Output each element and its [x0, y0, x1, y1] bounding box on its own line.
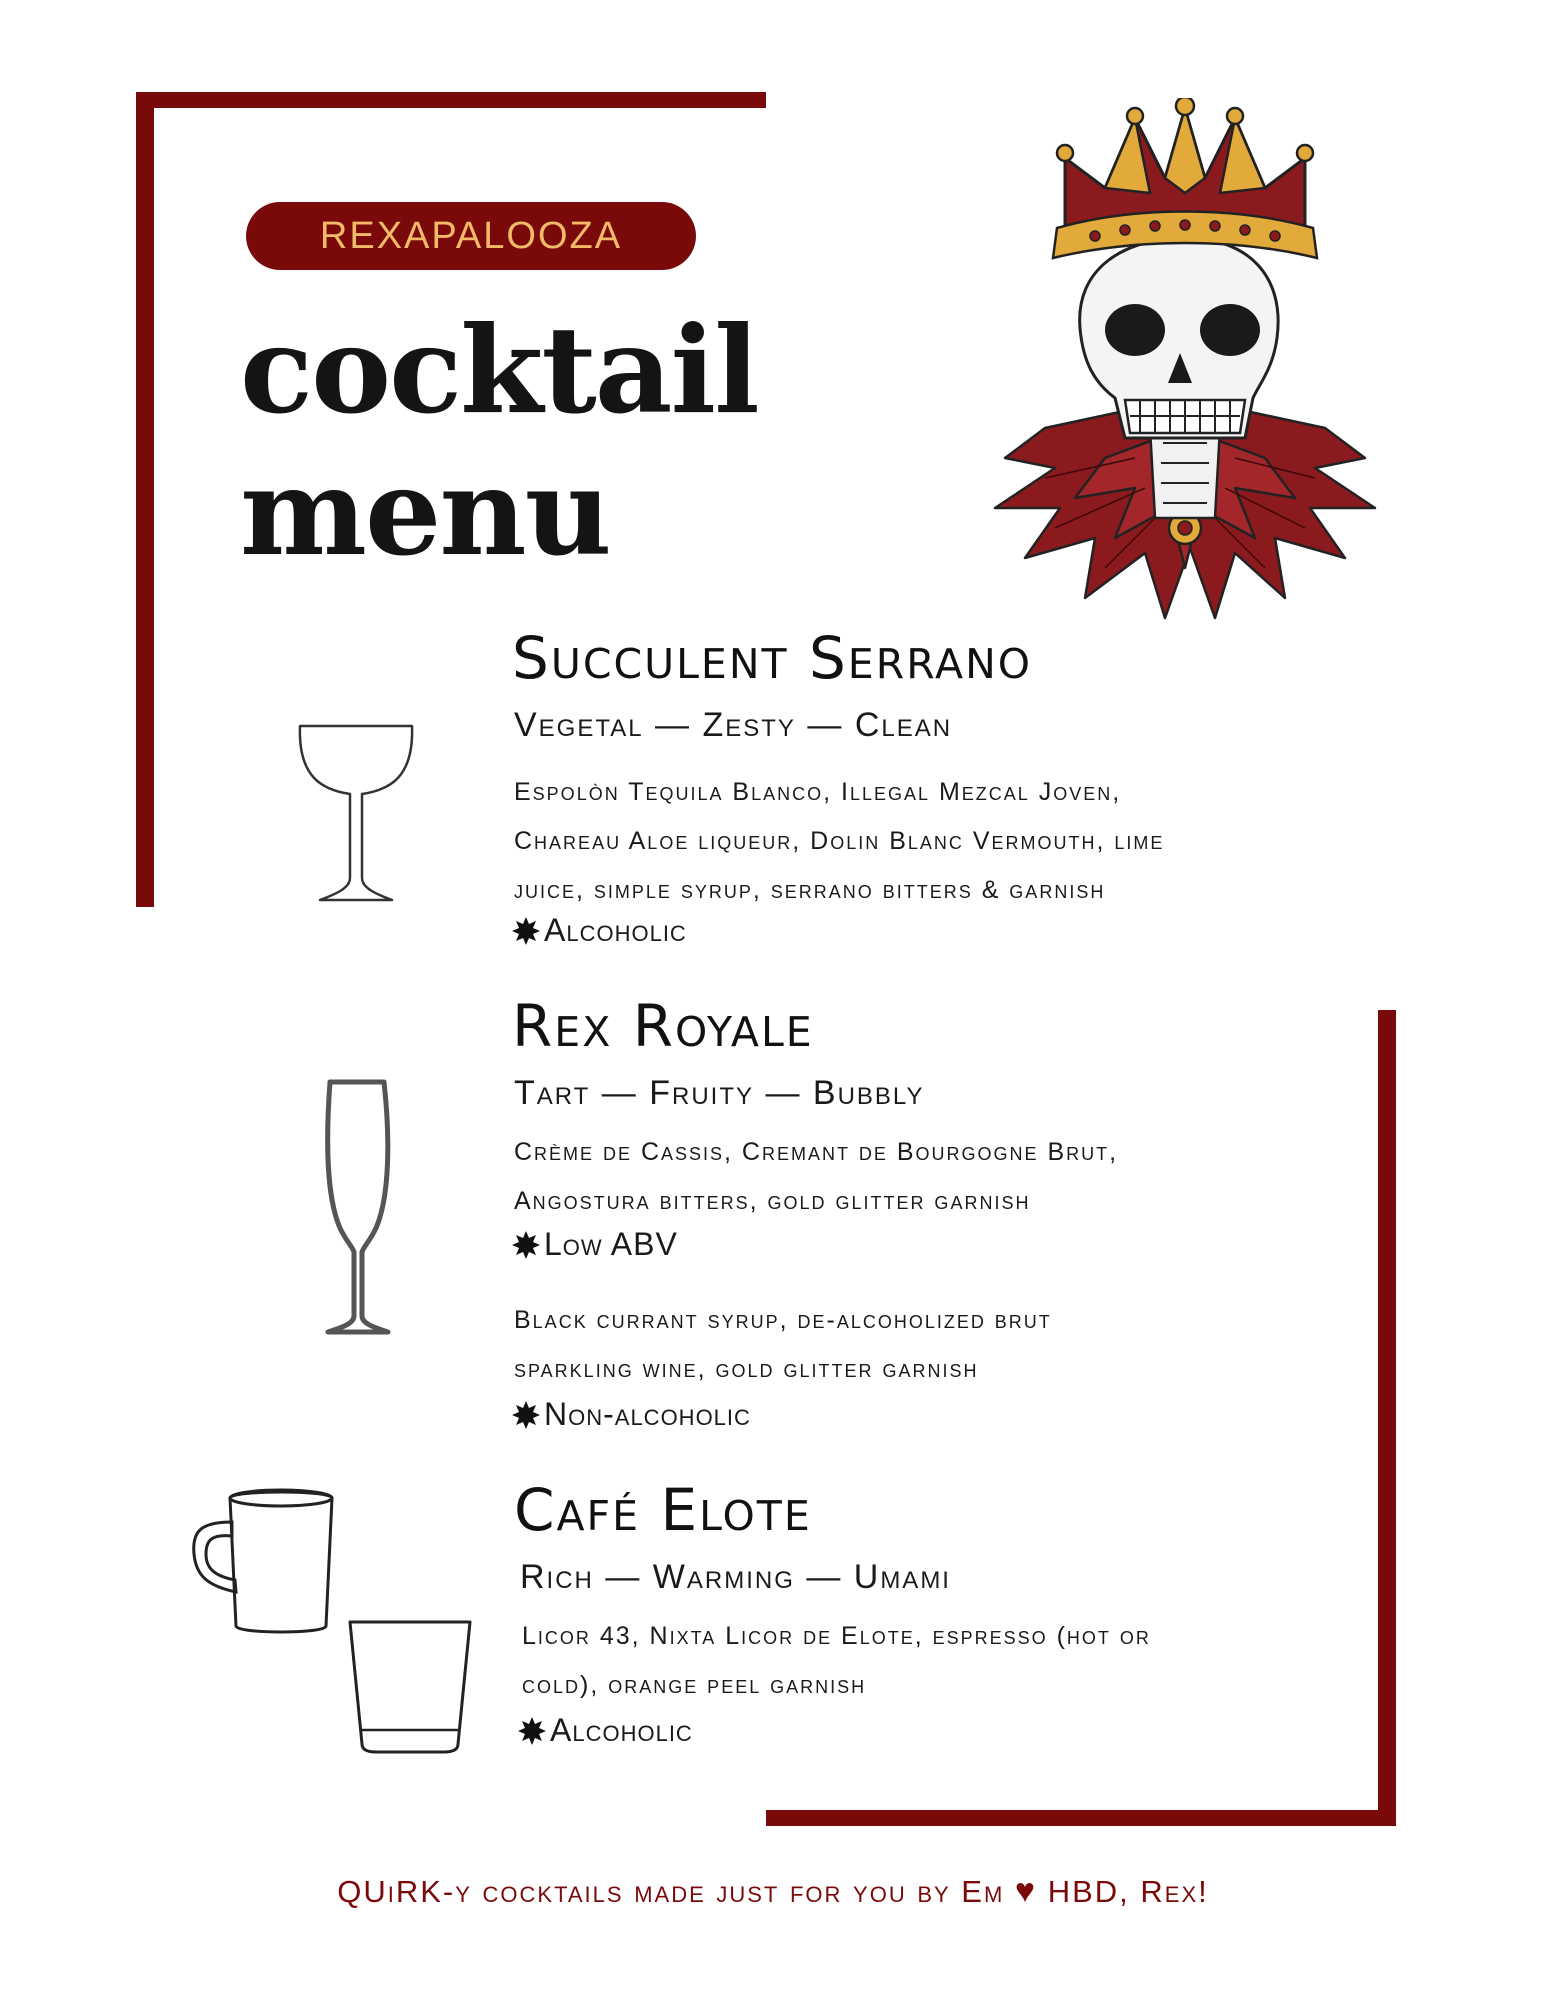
title-line-1: cocktail: [240, 300, 758, 441]
starburst-bullet-icon: [512, 917, 540, 945]
crowned-skull-illustration: [985, 98, 1385, 628]
ingredient-line: Espolòn Tequila Blanco, Illegal Mezcal Joven,: [514, 778, 1122, 806]
ingredient-line: Angostura bitters, gold glitter garnish: [514, 1187, 1031, 1215]
starburst-bullet-icon: [512, 1231, 540, 1259]
ingredient-line: juice, simple syrup, serrano bitters & garnish: [514, 876, 1106, 904]
ingredient-line: Crème de Cassis, Cremant de Bourgogne Brut,: [514, 1138, 1119, 1166]
footer-message: [0, 1872, 1546, 1911]
drink-tag-label: Alcoholic: [544, 912, 687, 948]
drink-notes: Rich — Warming — Umami: [520, 1558, 951, 1596]
title-line-2: menu: [240, 442, 610, 583]
ingredient-line: Chareau Aloe liqueur, Dolin Blanc Vermouth, lime: [514, 827, 1165, 855]
drink-name-succulent-serrano: Succulent Serrano: [512, 624, 1033, 692]
footer-text-left: QUiRK-y cocktails made just for you by Em: [337, 1874, 1005, 1909]
starburst-bullet-icon: [512, 1401, 540, 1429]
page-title: [240, 300, 760, 584]
rocks-glass-icon: [346, 1618, 474, 1756]
heart-icon: ♥: [1014, 1872, 1038, 1910]
event-badge: REXAPALOOZA: [246, 202, 696, 270]
ingredient-line: cold), orange peel garnish: [522, 1671, 867, 1699]
drink-tag-label: Low ABV: [544, 1226, 678, 1262]
champagne-flute-icon: [318, 1076, 398, 1340]
drink-tag: [518, 1712, 693, 1749]
drink-alt-tag: [512, 1396, 751, 1433]
frame-top-left-horizontal: [136, 92, 766, 108]
drink-notes: Tart — Fruity — Bubbly: [514, 1074, 925, 1112]
ingredient-line: Licor 43, Nixta Licor de Elote, espresso (hot or: [522, 1622, 1151, 1650]
ingredient-line: Black currant syrup, de-alcoholized brut: [514, 1306, 1052, 1334]
frame-bottom-right-vertical: [1378, 1010, 1396, 1826]
drink-ingredients: [514, 768, 1274, 915]
drink-name-rex-royale: Rex Royale: [512, 992, 814, 1060]
coupe-glass-icon: [294, 718, 418, 908]
mug-icon: [190, 1484, 340, 1636]
drink-tag: [512, 912, 687, 949]
drink-alt-tag-label: Non-alcoholic: [544, 1396, 751, 1432]
drink-alt-ingredients: [514, 1296, 1274, 1394]
drink-ingredients: [514, 1128, 1274, 1226]
drink-name-cafe-elote: Café Elote: [514, 1476, 812, 1544]
ingredient-line: sparkling wine, gold glitter garnish: [514, 1355, 979, 1383]
frame-top-left-vertical: [136, 92, 154, 907]
starburst-bullet-icon: [518, 1717, 546, 1745]
footer-text-right: HBD, Rex!: [1047, 1874, 1209, 1909]
drink-tag-label: Alcoholic: [550, 1712, 693, 1748]
drink-notes: Vegetal — Zesty — Clean: [514, 706, 953, 744]
drink-ingredients: [522, 1612, 1282, 1710]
drink-tag: [512, 1226, 678, 1263]
frame-bottom-right-horizontal: [766, 1810, 1396, 1826]
